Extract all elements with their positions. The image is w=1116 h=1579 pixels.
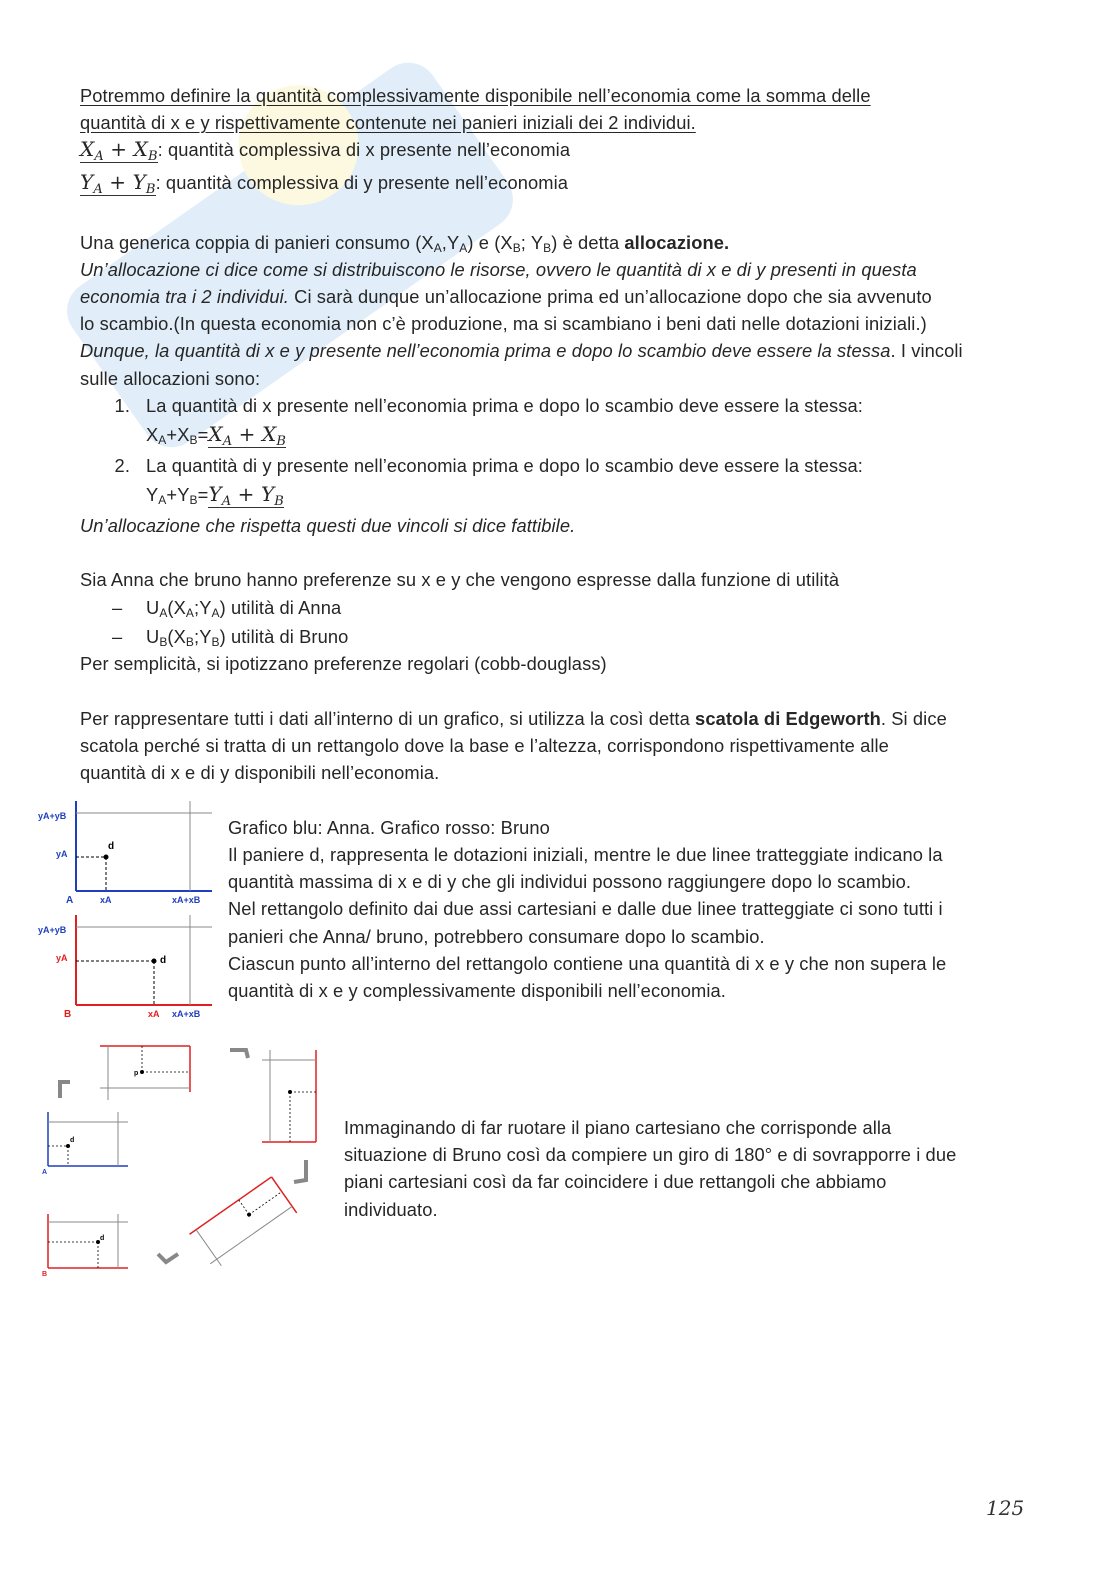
total-y-line: $Y_A + Y_B$: quantità complessiva di y presente nell’economia — [80, 170, 569, 197]
anna-x-label: xA — [100, 895, 112, 905]
graph-desc-line: Il paniere d, rappresenta le dotazioni iniziali, mentre le due linee tratteggiate indicano la — [228, 844, 943, 865]
constraint-equation-1: $X_A+X_B=X_A + X_B$ — [146, 422, 286, 449]
graph-desc-line: Grafico blu: Anna. Grafico rosso: Bruno — [228, 817, 550, 838]
small-anna-graph — [42, 1112, 128, 1176]
anna-bruno-figure — [32, 795, 222, 1027]
feasible-definition: Un’allocazione che rispetta questi due vincoli si dice fattibile. — [80, 515, 576, 536]
anna-graph — [38, 801, 212, 906]
rotation-desc-line: situazione di Bruno così da compiere un giro di 180° e di sovrapporre i due — [344, 1144, 957, 1165]
rotate-arrow-icon — [60, 1082, 70, 1098]
graph-desc-line: Nel rettangolo definito dai due assi cartesiani e dalle due linee tratteggiate ci sono tutti i — [228, 898, 943, 919]
rotated-90-graph — [262, 1050, 316, 1142]
rotation-diagram — [22, 1032, 342, 1282]
bruno-ytotal-label: yA+yB — [38, 925, 67, 935]
rotation-desc-line: Immaginando di far ruotare il piano cartesiano che corrisponde alla — [344, 1117, 892, 1138]
edgeworth-line-1: Per rappresentare tutti i dati all’interno di un grafico, si utilizza la così detta scatola di Edgeworth. Si dice — [80, 708, 947, 729]
allocation-term: allocazione. — [624, 232, 730, 253]
small-bruno-graph — [42, 1214, 128, 1278]
rotate-arrow-icon — [294, 1160, 306, 1182]
anna-origin-label: A — [66, 895, 74, 906]
anna-point-label: d — [108, 841, 115, 852]
bruno-y-label: yA — [56, 953, 68, 963]
allocation-definition: Una generica coppia di panieri consumo $(X_A,Y_A)$ e ($X_B$; $Y_B$) è detta allocazione. — [80, 232, 730, 255]
rotated-45-graph — [190, 1177, 297, 1270]
constraint-equation-2: $Y_A+Y_B=Y_A + Y_B$ — [146, 482, 284, 509]
rotated-180-graph — [100, 1046, 190, 1100]
graph-desc-line: quantità massima di x e di y che gli individui possono raggiungere dopo lo scambio. — [228, 871, 912, 892]
small-bruno-origin: B — [42, 1271, 48, 1278]
rotation-desc-line: individuato. — [344, 1199, 438, 1220]
rotate-arrow-icon — [230, 1050, 248, 1058]
graph-desc-line: Ciascun punto all’interno del rettangolo contiene una quantità di x e y che non supera le — [228, 953, 947, 974]
total-x-line: $X_A + X_B$: quantità complessiva di x presente nell’economia — [80, 137, 571, 164]
anna-y-label: yA — [56, 849, 68, 859]
allocation-line-3: lo scambio.(In questa economia non c’è produzione, ma si scambiano i beni dati nelle dotazioni iniziali.) — [80, 313, 927, 334]
bruno-origin-label: B — [64, 1009, 72, 1020]
anna-xtotal-label: xA+xB — [172, 895, 201, 905]
total-y-formula: $Y_A + Y_B$ — [80, 170, 156, 197]
rotation-desc-line: piani cartesiani così da far coincidere i due rettangoli che abbiamo — [344, 1171, 887, 1192]
allocation-line-5: sulle allocazioni sono: — [80, 368, 261, 389]
small-anna-origin: A — [42, 1169, 48, 1176]
intro-line-1: Potremmo definire la quantità complessivamente disponibile nell’economia come la somma delle — [80, 85, 871, 106]
small-bruno-point: d — [100, 1235, 105, 1242]
allocation-line-1: Un’allocazione ci dice come si distribuiscono le risorse, ovvero le quantità di x e di y presenti in questa — [80, 259, 917, 280]
allocation-line-4: Dunque, la quantità di x e y presente nell’economia prima e dopo lo scambio deve essere la stessa. I vincoli — [80, 340, 963, 361]
rotated-point-label: p — [134, 1070, 139, 1077]
edgeworth-line-3: quantità di x e di y disponibili nell’economia. — [80, 762, 440, 783]
rotate-arrow-icon — [158, 1254, 178, 1262]
bruno-graph — [38, 915, 212, 1020]
bruno-x-label: xA — [148, 1009, 160, 1019]
edgeworth-line-2: scatola perché si tratta di un rettangolo dove la base e l’altezza, corrispondono rispettivamente alle — [80, 735, 889, 756]
graph-desc-line: quantità di x e y complessivamente disponibili nell’economia. — [228, 980, 726, 1001]
preferences-line-4: Per semplicità, si ipotizzano preferenze regolari (cobb-douglass) — [80, 653, 607, 674]
bruno-xtotal-label: xA+xB — [172, 1009, 201, 1019]
document-page: Potremmo definire la quantità complessivamente disponibile nell’economia come la somma delle quantità di x e y rispettivamente contenute nei panieri iniziali dei 2 individui. $X_A + X_B$: quantità complessiva di x presente nell’economia $Y_A + Y_B$: quantità complessiva di y presente nell’economia Una generica coppia di panieri consumo $(X_A,Y_A)$ e ($X_B$; $Y_B$) è detta allocazione. Un’allocazione ci dice come si distribuiscono le risorse, ovvero le quantità di x e di y presenti in questa economia tra i 2 individui. Ci sarà dunque un’allocazione prima ed un’allocazione dopo che sia avvenuto lo scambio.(In questa economia non c’è produzione, ma si scambiano i beni dati nelle dotazioni iniziali.) Dunque, la quantità di x e y presente nell’economia prima e dopo lo scambio deve essere la stessa. I vincoli sulle allocazioni sono: 1. La quantità di x presente nell’economia prima e dopo lo scambio deve essere la stessa: $X_A+X_B=X_A + X_B$ 2. La quantità di y presente nell’economia prima e dopo lo scambio deve essere la stessa: $Y_A+Y_B=Y_A + Y_B$ Un’allocazione che rispetta questi due vincoli si dice fattibile. Sia Anna che bruno hanno preferenze su x e y che vengono espresse dalla funzione di utilità – $U_A(X_A;Y_A)$ utilità di Anna – $U_B(X_B;Y_B)$ utilità di Bruno Per semplicità, si ipotizzano preferenze regolari (cobb-douglass) Per rappresentare tutti i dati all’interno di un grafico, si utilizza la così detta scatola di Edgeworth. Si dice scatola perché si tratta di un rettangolo dove la base e l’altezza, corrispondono rispettivamente alle quantità di x e di y disponibili nell’economia. d yA+yB yA A xA xA+xB d yA+yB yA B xA xA+xB Grafico blu: Anna. Grafico rosso: Bruno Il paniere d, rappresenta le dotazioni iniziali, mentre le due linee tratteggiate indicano la quantità massima di x e di y che gli individui possono raggiungere dopo lo scambio. Nel rettangolo definito dai due assi cartesiani e dalle due linee tratteggiate ci sono tutti i panieri che Anna/ bruno, potrebbero consumare dopo lo scambio. Ciascun punto all’interno del rettangolo contiene una quantità di x e y che non supera le quantità di x e y complessivamente disponibili nell’economia. p d A d B Immaginando di far ruotare il piano cartesiano che corrisponde alla situazione di Bruno così da compiere un giro di 180° e di sovrapporre i due piani cartesiani così da far coincidere i due rettangoli che abbiamo individuato. 125 — [0, 0, 1116, 1579]
small-anna-point: d — [70, 1137, 75, 1144]
graph-desc-line: panieri che Anna/ bruno, potrebbero consumare dopo lo scambio. — [228, 926, 765, 947]
page-number: 125 — [986, 1496, 1025, 1520]
total-x-formula: $X_A + X_B$ — [80, 137, 158, 164]
anna-ytotal-label: yA+yB — [38, 811, 67, 821]
bruno-point-label: d — [160, 955, 167, 966]
allocation-line-2: economia tra i 2 individui. Ci sarà dunque un’allocazione prima ed un’allocazione dopo che sia avvenuto — [80, 286, 932, 307]
preferences-line-1: Sia Anna che bruno hanno preferenze su x e y che vengono espresse dalla funzione di utilità — [80, 569, 840, 590]
edgeworth-term: scatola di Edgeworth — [695, 708, 881, 729]
intro-line-2: quantità di x e y rispettivamente contenute nei panieri iniziali dei 2 individui. — [80, 112, 696, 133]
